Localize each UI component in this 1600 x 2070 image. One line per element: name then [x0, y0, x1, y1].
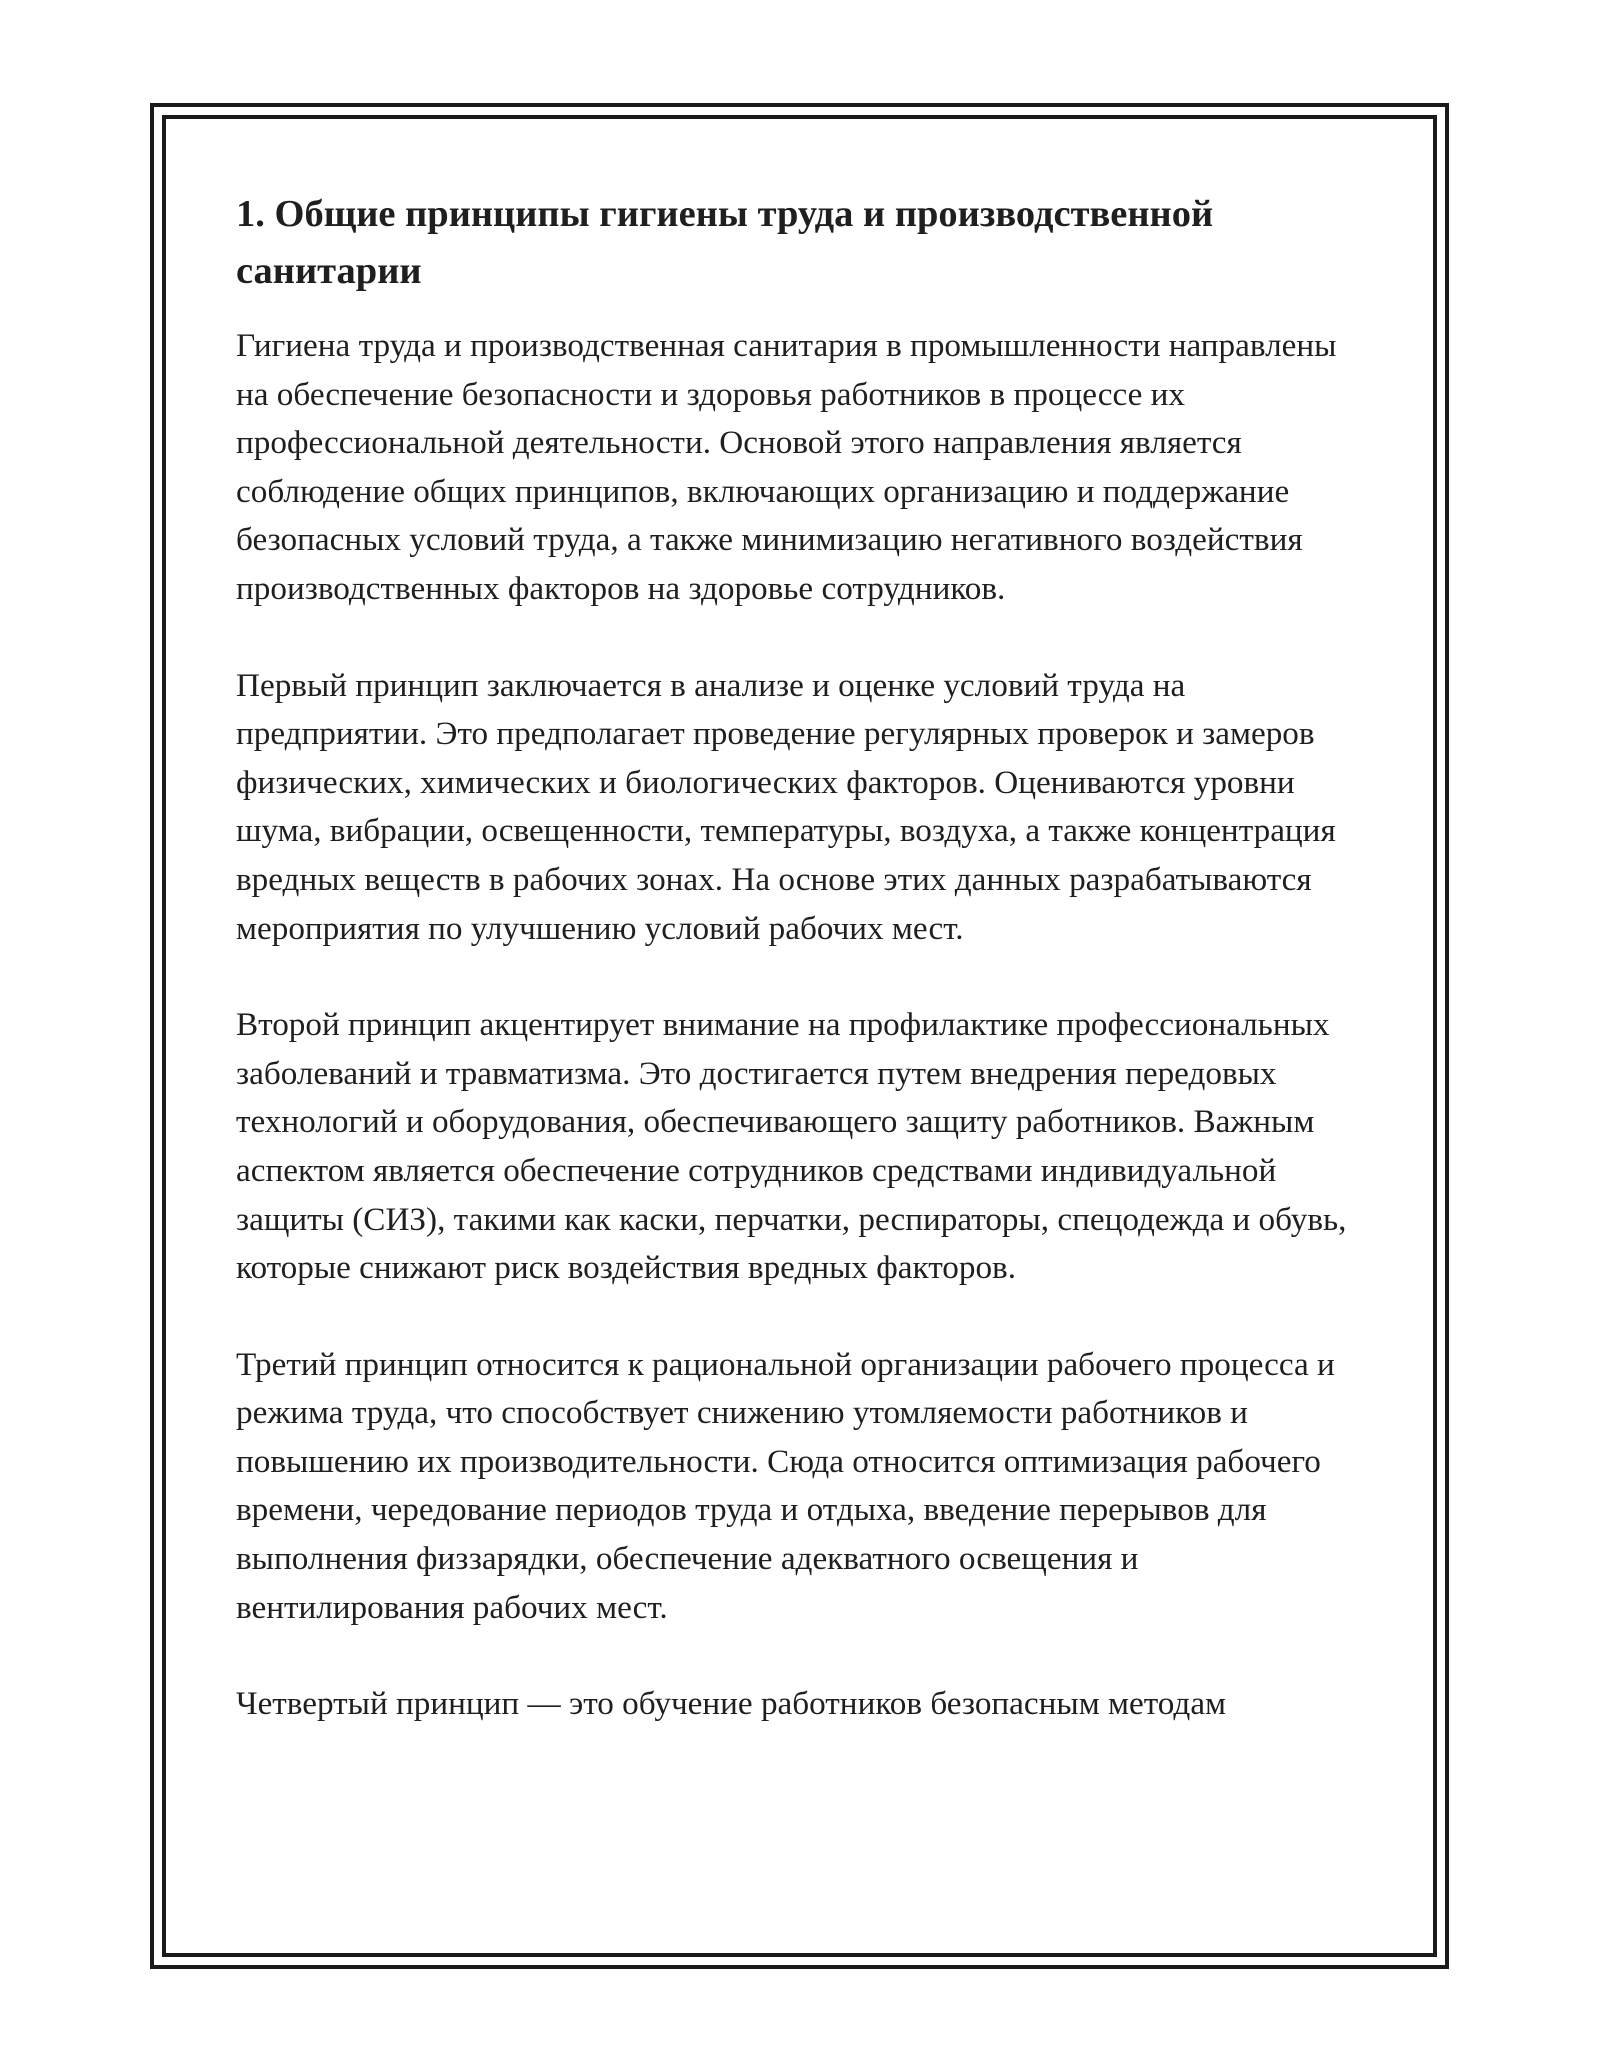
paragraph-third-principle: Третий принцип относится к рациональной организации рабочего процесса и режима труда, что способствует снижению утомляемости работников и повышению их производительности. Сюда относится оптимизация рабочего времени, чередование периодов труда и отдыха, введение перерывов для выполнения физзарядки, обеспечение адекватного освещения и вентилирования рабочих мест. [236, 1345, 1335, 1626]
document-body [236, 186, 1366, 1777]
paragraph-second-principle: Второй принцип акцентирует внимание на профилактике профессиональных заболеваний и травматизма. Это достигается путем внедрения передовых технологий и оборудования, обеспечивающего защиту работников. Важным аспектом является обеспечение сотрудников средствами индивидуальной защиты (СИЗ), такими как каски, перчатки, респираторы, спецодежда и обувь, которые снижают риск воздействия вредных факторов. [236, 1006, 1347, 1287]
paragraph-intro: Гигиена труда и производственная санитария в промышленности направлены на обеспечение безопасности и здоровья работников в процессе их профессиональной деятельности. Основой этого направления является соблюдение общих принципов, включающих организацию и поддержание безопасных условий труда, а также минимизацию негативного воздействия производственных факторов на здоровье сотрудников. [236, 327, 1337, 607]
paragraph-first-principle: Первый принцип заключается в анализе и оценке условий труда на предприятии. Это предполагает проведение регулярных проверок и замеров физических, химических и биологических факторов. Оцениваются уровни шума, вибрации, освещенности, температуры, воздуха, а также концентрация вредных веществ в рабочих зонах. На основе этих данных разрабатываются мероприятия по улучшению условий рабочих мест. [236, 666, 1336, 947]
section-heading: 1. Общие принципы гигиены труда и производственной санитарии [236, 193, 1214, 292]
paragraph-fourth-principle: Четвертый принцип — это обучение работников безопасным методам [236, 1685, 1227, 1723]
